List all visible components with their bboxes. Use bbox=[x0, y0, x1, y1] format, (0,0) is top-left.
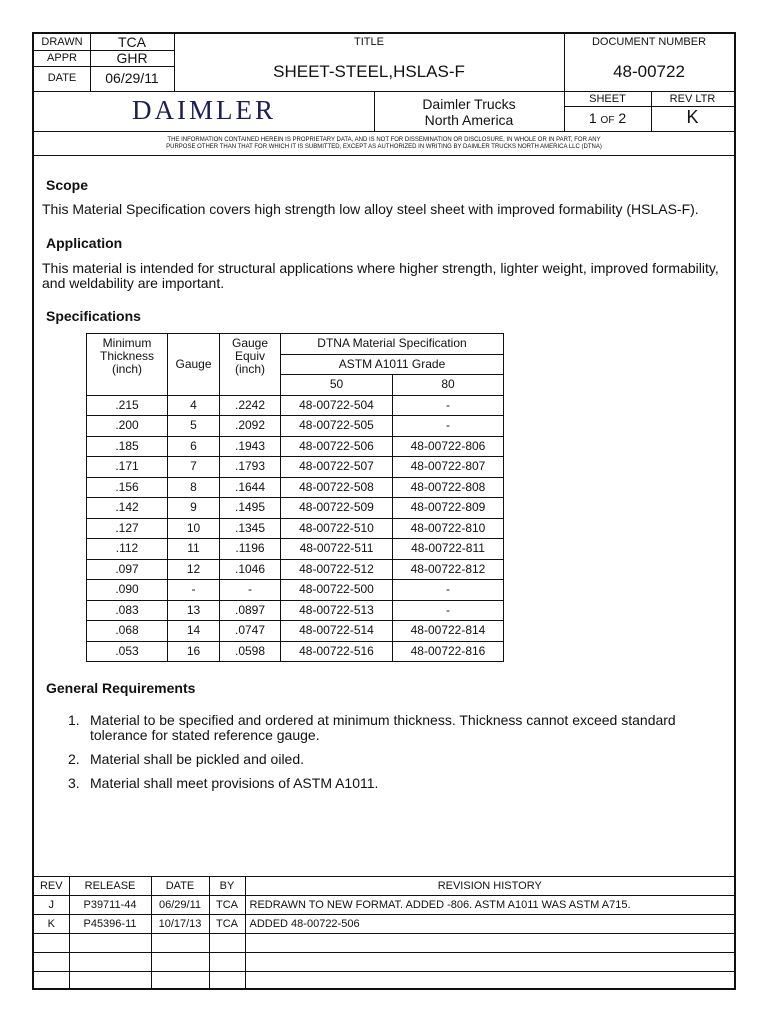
general-requirements-heading: General Requirements bbox=[46, 680, 196, 696]
revision-cell-rev bbox=[34, 972, 69, 991]
table-cell-g50: 48-00722-505 bbox=[281, 416, 393, 437]
table-cell-gauge: 7 bbox=[168, 457, 220, 478]
revision-cell-by: TCA bbox=[209, 915, 245, 934]
revision-cell-rev: K bbox=[34, 915, 69, 934]
revision-cell-release bbox=[69, 972, 151, 991]
table-cell-thk: .156 bbox=[87, 477, 168, 498]
table-cell-g50: 48-00722-500 bbox=[281, 580, 393, 601]
table-row bbox=[87, 498, 504, 519]
table-cell-g80: - bbox=[393, 600, 504, 621]
revision-cell-date bbox=[151, 934, 209, 953]
table-row bbox=[87, 600, 504, 621]
application-line-1: This material is intended for structural applications where higher strength, lighter weight, improved formability, bbox=[42, 260, 719, 276]
list-item-number: 1. bbox=[68, 712, 80, 728]
table-cell-thk: .185 bbox=[87, 436, 168, 457]
list-item bbox=[34, 776, 734, 791]
table-cell-gauge: 13 bbox=[168, 600, 220, 621]
revision-cell-by bbox=[209, 972, 245, 991]
table-cell-g80: 48-00722-806 bbox=[393, 436, 504, 457]
table-cell-equiv: .1196 bbox=[220, 539, 281, 560]
table-row bbox=[87, 621, 504, 642]
table-row bbox=[87, 477, 504, 498]
scope-heading: Scope bbox=[46, 177, 89, 193]
table-cell-gauge: 6 bbox=[168, 436, 220, 457]
drawn-label: DRAWN bbox=[41, 36, 83, 48]
table-cell-g50: 48-00722-508 bbox=[281, 477, 393, 498]
table-cell-g80: - bbox=[393, 580, 504, 601]
table-cell-gauge: 9 bbox=[168, 498, 220, 519]
table-cell-equiv: .1046 bbox=[220, 559, 281, 580]
table-cell-g80: 48-00722-809 bbox=[393, 498, 504, 519]
revision-cell-date bbox=[151, 972, 209, 991]
table-cell-equiv: .1495 bbox=[220, 498, 281, 519]
table-cell-g80: - bbox=[393, 395, 504, 416]
revision-cell-date: 06/29/11 bbox=[151, 896, 209, 915]
appr-label: APPR bbox=[47, 52, 77, 64]
col-gauge: Gauge bbox=[168, 334, 220, 396]
table-cell-g80: 48-00722-810 bbox=[393, 518, 504, 539]
col-astm-grade: ASTM A1011 Grade bbox=[281, 354, 504, 375]
table-row bbox=[87, 559, 504, 580]
table-cell-thk: .083 bbox=[87, 600, 168, 621]
sheet-value: 1 OF 2 bbox=[588, 110, 627, 126]
table-cell-g80: 48-00722-808 bbox=[393, 477, 504, 498]
table-cell-g50: 48-00722-516 bbox=[281, 641, 393, 662]
table-cell-g50: 48-00722-511 bbox=[281, 539, 393, 560]
table-cell-gauge: 16 bbox=[168, 641, 220, 662]
table-cell-gauge: 5 bbox=[168, 416, 220, 437]
date-label: DATE bbox=[47, 72, 77, 84]
table-cell-equiv: .1943 bbox=[220, 436, 281, 457]
col-grade-80: 80 bbox=[393, 375, 504, 396]
date-col-header: DATE bbox=[151, 877, 209, 896]
title-label: TITLE bbox=[354, 36, 384, 48]
table-cell-thk: .200 bbox=[87, 416, 168, 437]
rev-ltr-value: K bbox=[686, 107, 699, 127]
table-cell-g50: 48-00722-506 bbox=[281, 436, 393, 457]
company-line-1: Daimler Trucks bbox=[422, 96, 516, 112]
table-cell-gauge: - bbox=[168, 580, 220, 601]
document-number: 48-00722 bbox=[613, 62, 685, 81]
list-item-number: 2. bbox=[68, 751, 80, 767]
company-name bbox=[374, 96, 564, 128]
table-row bbox=[87, 580, 504, 601]
table-cell-equiv: .1345 bbox=[220, 518, 281, 539]
rev-ltr-label: REV LTR bbox=[669, 93, 716, 105]
revision-cell-rev bbox=[34, 953, 69, 972]
table-cell-equiv: .2092 bbox=[220, 416, 281, 437]
table-row bbox=[87, 641, 504, 662]
revision-cell-release bbox=[69, 934, 151, 953]
revision-row bbox=[34, 972, 734, 991]
daimler-logo: DAIMLER bbox=[132, 95, 276, 125]
table-cell-g80: 48-00722-811 bbox=[393, 539, 504, 560]
table-cell-g80: - bbox=[393, 416, 504, 437]
table-cell-gauge: 14 bbox=[168, 621, 220, 642]
table-row bbox=[87, 416, 504, 437]
list-item-text: Material shall be pickled and oiled. bbox=[90, 751, 305, 767]
list-item bbox=[34, 752, 734, 767]
table-cell-g80: 48-00722-814 bbox=[393, 621, 504, 642]
revision-cell-release bbox=[69, 953, 151, 972]
specifications-table bbox=[86, 333, 504, 662]
table-cell-thk: .215 bbox=[87, 395, 168, 416]
date-value: 06/29/11 bbox=[105, 70, 159, 86]
appr-value: GHR bbox=[116, 50, 148, 66]
revision-row bbox=[34, 915, 734, 934]
table-cell-equiv: .0747 bbox=[220, 621, 281, 642]
col-dtna-spec: DTNA Material Specification bbox=[281, 334, 504, 355]
table-cell-thk: .171 bbox=[87, 457, 168, 478]
revision-cell-by: TCA bbox=[209, 896, 245, 915]
revision-cell-history: ADDED 48-00722-506 bbox=[245, 915, 734, 934]
col-gauge-equiv: Gauge Equiv (inch) bbox=[220, 334, 281, 396]
table-cell-equiv: .2242 bbox=[220, 395, 281, 416]
list-item-text: Material shall meet provisions of ASTM A1011. bbox=[90, 775, 379, 791]
table-cell-thk: .142 bbox=[87, 498, 168, 519]
revision-cell-by bbox=[209, 934, 245, 953]
revision-row bbox=[34, 896, 734, 915]
revision-cell-history bbox=[245, 972, 734, 991]
revision-row bbox=[34, 934, 734, 953]
table-cell-equiv: .0598 bbox=[220, 641, 281, 662]
table-cell-thk: .127 bbox=[87, 518, 168, 539]
docnum-label: DOCUMENT NUMBER bbox=[591, 36, 707, 48]
table-row bbox=[87, 436, 504, 457]
table-cell-g50: 48-00722-513 bbox=[281, 600, 393, 621]
revision-cell-history bbox=[245, 953, 734, 972]
rev-col-header: REV bbox=[34, 877, 69, 896]
table-cell-g80: 48-00722-816 bbox=[393, 641, 504, 662]
table-row bbox=[87, 518, 504, 539]
table-cell-thk: .053 bbox=[87, 641, 168, 662]
revision-cell-release: P45396-11 bbox=[69, 915, 151, 934]
revision-history-table bbox=[34, 876, 734, 990]
drawn-value: TCA bbox=[118, 34, 146, 50]
revision-cell-date bbox=[151, 953, 209, 972]
table-cell-g50: 48-00722-504 bbox=[281, 395, 393, 416]
revision-cell-rev bbox=[34, 934, 69, 953]
table-cell-thk: .068 bbox=[87, 621, 168, 642]
table-row bbox=[87, 395, 504, 416]
document-sheet bbox=[32, 32, 736, 990]
document-title: SHEET-STEEL,HSLAS-F bbox=[273, 62, 465, 81]
table-cell-gauge: 8 bbox=[168, 477, 220, 498]
application-heading: Application bbox=[46, 235, 123, 251]
by-col-header: BY bbox=[209, 877, 245, 896]
application-text bbox=[42, 261, 719, 291]
scope-text: This Material Specification covers high strength low alloy steel sheet with improved formability (HSLAS-F). bbox=[42, 201, 699, 217]
table-cell-equiv: - bbox=[220, 580, 281, 601]
revision-cell-by bbox=[209, 953, 245, 972]
revision-cell-date: 10/17/13 bbox=[151, 915, 209, 934]
table-cell-thk: .097 bbox=[87, 559, 168, 580]
requirements-list bbox=[34, 713, 734, 800]
table-cell-gauge: 11 bbox=[168, 539, 220, 560]
release-col-header: RELEASE bbox=[69, 877, 151, 896]
table-cell-g50: 48-00722-509 bbox=[281, 498, 393, 519]
col-grade-50: 50 bbox=[281, 375, 393, 396]
table-cell-equiv: .1644 bbox=[220, 477, 281, 498]
sheet-label: SHEET bbox=[589, 93, 626, 105]
table-cell-thk: .090 bbox=[87, 580, 168, 601]
list-item-text: Material to be specified and ordered at minimum thickness. Thickness cannot exceed standard tolerance for stated reference gauge. bbox=[90, 712, 676, 743]
table-cell-thk: .112 bbox=[87, 539, 168, 560]
proprietary-line-2: PURPOSE OTHER THAN THAT FOR WHICH IT IS SUBMITTED, EXCEPT AS AUTHORIZED IN WRITING BY DAIMLER TRUCKS NORTH AMERICA LLC (DTNA) bbox=[166, 144, 602, 150]
list-item bbox=[34, 713, 734, 743]
table-row bbox=[87, 539, 504, 560]
proprietary-line-1: THE INFORMATION CONTAINED HEREIN IS PROPRIETARY DATA, AND IS NOT FOR DISSEMINATION OR DISCLOSURE, IN WHOLE OR IN PART, FOR ANY bbox=[167, 137, 601, 143]
revision-cell-release: P39711-44 bbox=[69, 896, 151, 915]
table-cell-g50: 48-00722-514 bbox=[281, 621, 393, 642]
list-item-number: 3. bbox=[68, 775, 80, 791]
history-col-header: REVISION HISTORY bbox=[245, 877, 734, 896]
table-cell-gauge: 4 bbox=[168, 395, 220, 416]
specifications-heading: Specifications bbox=[46, 308, 141, 324]
col-min-thickness: Minimum Thickness (inch) bbox=[87, 334, 168, 396]
table-cell-g80: 48-00722-807 bbox=[393, 457, 504, 478]
revision-cell-history: REDRAWN TO NEW FORMAT. ADDED -806. ASTM A1011 WAS ASTM A715. bbox=[245, 896, 734, 915]
table-cell-gauge: 12 bbox=[168, 559, 220, 580]
table-cell-g50: 48-00722-512 bbox=[281, 559, 393, 580]
revision-row bbox=[34, 953, 734, 972]
revision-cell-rev: J bbox=[34, 896, 69, 915]
table-cell-g50: 48-00722-510 bbox=[281, 518, 393, 539]
table-row bbox=[87, 457, 504, 478]
company-line-2: North America bbox=[424, 112, 514, 128]
table-cell-equiv: .0897 bbox=[220, 600, 281, 621]
table-cell-gauge: 10 bbox=[168, 518, 220, 539]
table-cell-equiv: .1793 bbox=[220, 457, 281, 478]
application-line-2: and weldability are important. bbox=[42, 275, 225, 291]
table-cell-g80: 48-00722-812 bbox=[393, 559, 504, 580]
table-cell-g50: 48-00722-507 bbox=[281, 457, 393, 478]
proprietary-notice bbox=[34, 137, 734, 151]
revision-cell-history bbox=[245, 934, 734, 953]
